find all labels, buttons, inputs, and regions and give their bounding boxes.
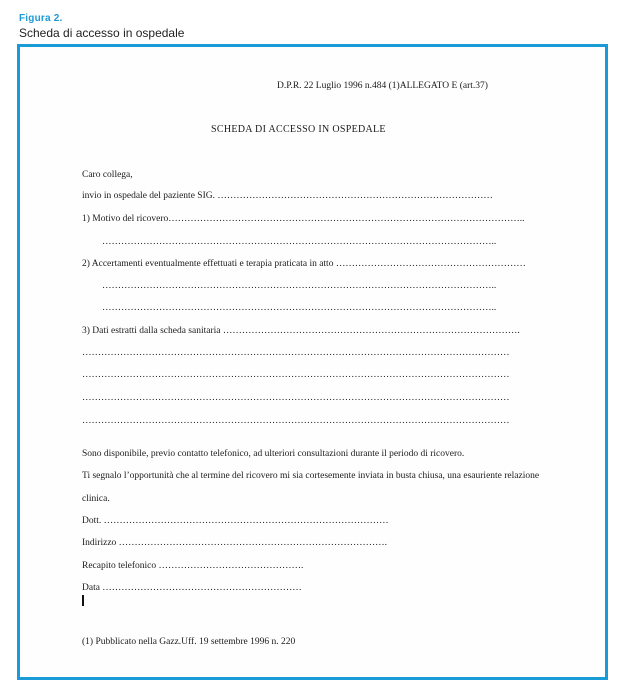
footnote: (1) Pubblicato nella Gazz.Uff. 19 settembre 1996 n. 220: [82, 637, 296, 647]
header-reference: D.P.R. 22 Luglio 1996 n.484 (1)ALLEGATO E (art.37): [277, 81, 488, 91]
document-title: SCHEDA DI ACCESSO IN OSPEDALE: [211, 124, 386, 135]
date-field: Data ………………………………………………………: [82, 583, 302, 593]
health-record-continued-1: ………………………………………………………………………………………………………………………: [82, 348, 510, 358]
health-record-continued-3: ………………………………………………………………………………………………………………………: [82, 393, 510, 403]
health-record-continued-4: ………………………………………………………………………………………………………………………: [82, 416, 510, 426]
health-record-field: 3) Dati estratti dalla scheda sanitaria ………………………………………………………………………………….: [82, 326, 520, 336]
phone-field: Recapito telefonico ……………………………………….: [82, 561, 304, 571]
figure-caption: Scheda di accesso in ospedale: [19, 26, 185, 40]
patient-line: invio in ospedale del paziente SIG. ……………………………………………………………………………: [82, 191, 493, 201]
address-field: Indirizzo ………………………………………………………………………….: [82, 538, 388, 548]
tests-therapy-continued-1: ……………………………………………………………………………………………………………..: [102, 281, 497, 291]
greeting: Caro collega,: [82, 170, 133, 180]
health-record-continued-2: ………………………………………………………………………………………………………………………: [82, 370, 510, 380]
reason-field-continued: ……………………………………………………………………………………………………………..: [102, 237, 497, 247]
doctor-field: Dott. ………………………………………………………………………………: [82, 516, 389, 526]
access-form-document: [20, 47, 605, 677]
tests-therapy-continued-2: ……………………………………………………………………………………………………………..: [102, 303, 497, 313]
figure-label: Figura 2.: [19, 13, 63, 24]
report-request-continued: clinica.: [82, 494, 110, 504]
text-cursor: [82, 595, 84, 606]
availability-statement: Sono disponibile, previo contatto telefonico, ad ulteriori consultazioni durante il periodo di ricovero.: [82, 449, 465, 459]
document-frame: [17, 44, 608, 680]
reason-field: 1) Motivo del ricovero…………………………………………………………………………………………………..: [82, 214, 525, 224]
tests-therapy-field: 2) Accertamenti eventualmente effettuati e terapia praticata in atto ……………………………………………………: [82, 259, 526, 269]
report-request: Ti segnalo l’opportunità che al termine del ricovero mi sia cortesemente inviata in busta chiusa, una esauriente relazione: [82, 471, 540, 481]
